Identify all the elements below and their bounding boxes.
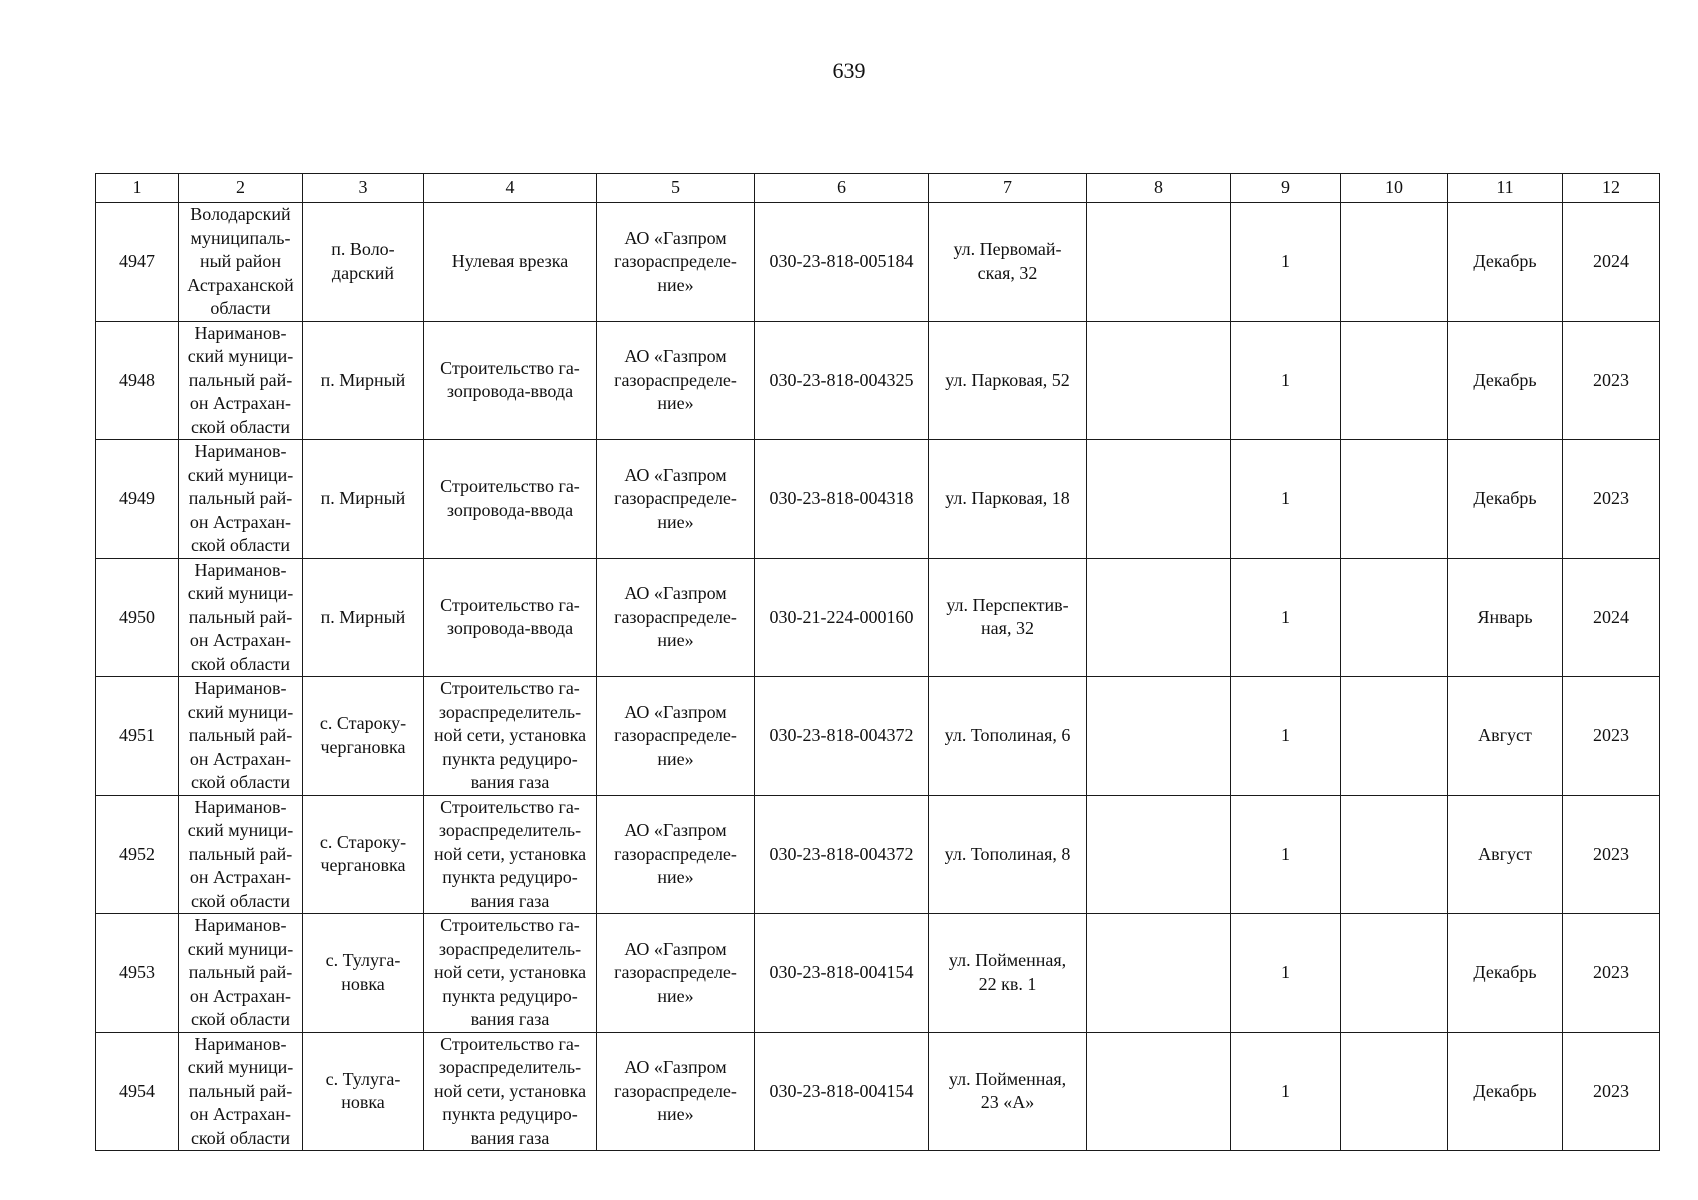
column-number-cell: 2 xyxy=(179,174,303,203)
organization-cell: АО «Газпром газораспределе- ние» xyxy=(597,914,755,1033)
year-cell: 2023 xyxy=(1563,440,1660,559)
object-code-cell: 030-23-818-004372 xyxy=(755,677,929,796)
work-type-cell: Строительство га- зораспределитель- ной сети, установка пункта редуциро- вания газа xyxy=(424,1032,597,1151)
organization-cell: АО «Газпром газораспределе- ние» xyxy=(597,440,755,559)
object-code-cell: 030-23-818-004154 xyxy=(755,914,929,1033)
column-number-cell: 12 xyxy=(1563,174,1660,203)
district-cell: Нариманов- ский муници- пальный рай- он Астрахан- ской области xyxy=(179,321,303,440)
column-10-cell xyxy=(1341,440,1448,559)
record-number-cell: 4947 xyxy=(96,203,179,322)
quantity-cell: 1 xyxy=(1231,795,1341,914)
column-10-cell xyxy=(1341,795,1448,914)
settlement-cell: с. Староку- чергановка xyxy=(303,677,424,796)
month-cell: Январь xyxy=(1448,558,1563,677)
work-type-cell: Строительство га- зораспределитель- ной сети, установка пункта редуциро- вания газа xyxy=(424,795,597,914)
table-row xyxy=(96,440,1660,559)
month-cell: Август xyxy=(1448,677,1563,796)
district-cell: Нариманов- ский муници- пальный рай- он Астрахан- ской области xyxy=(179,558,303,677)
quantity-cell: 1 xyxy=(1231,321,1341,440)
work-type-cell: Строительство га- зораспределитель- ной сети, установка пункта редуциро- вания газа xyxy=(424,677,597,796)
object-code-cell: 030-23-818-004154 xyxy=(755,1032,929,1151)
settlement-cell: с. Староку- чергановка xyxy=(303,795,424,914)
work-type-cell: Строительство га- зораспределитель- ной сети, установка пункта редуциро- вания газа xyxy=(424,914,597,1033)
month-cell: Декабрь xyxy=(1448,203,1563,322)
object-code-cell: 030-21-224-000160 xyxy=(755,558,929,677)
work-type-cell: Нулевая врезка xyxy=(424,203,597,322)
column-8-cell xyxy=(1087,677,1231,796)
address-cell: ул. Парковая, 18 xyxy=(929,440,1087,559)
record-number-cell: 4950 xyxy=(96,558,179,677)
settlement-cell: с. Тулуга- новка xyxy=(303,1032,424,1151)
address-cell: ул. Парковая, 52 xyxy=(929,321,1087,440)
column-8-cell xyxy=(1087,914,1231,1033)
column-10-cell xyxy=(1341,1032,1448,1151)
table-row xyxy=(96,321,1660,440)
column-10-cell xyxy=(1341,203,1448,322)
column-number-cell: 8 xyxy=(1087,174,1231,203)
organization-cell: АО «Газпром газораспределе- ние» xyxy=(597,321,755,440)
object-code-cell: 030-23-818-004325 xyxy=(755,321,929,440)
district-cell: Нариманов- ский муници- пальный рай- он Астрахан- ской области xyxy=(179,440,303,559)
district-cell: Нариманов- ский муници- пальный рай- он Астрахан- ской области xyxy=(179,677,303,796)
object-code-cell: 030-23-818-004318 xyxy=(755,440,929,559)
work-type-cell: Строительство га- зопровода-ввода xyxy=(424,558,597,677)
address-cell: ул. Пойменная, 23 «А» xyxy=(929,1032,1087,1151)
address-cell: ул. Пойменная, 22 кв. 1 xyxy=(929,914,1087,1033)
object-code-cell: 030-23-818-005184 xyxy=(755,203,929,322)
quantity-cell: 1 xyxy=(1231,1032,1341,1151)
month-cell: Декабрь xyxy=(1448,440,1563,559)
work-type-cell: Строительство га- зопровода-ввода xyxy=(424,440,597,559)
object-code-cell: 030-23-818-004372 xyxy=(755,795,929,914)
record-number-cell: 4953 xyxy=(96,914,179,1033)
table-row xyxy=(96,914,1660,1033)
column-8-cell xyxy=(1087,440,1231,559)
table-row xyxy=(96,677,1660,796)
quantity-cell: 1 xyxy=(1231,558,1341,677)
settlement-cell: с. Тулуга- новка xyxy=(303,914,424,1033)
settlement-cell: п. Воло- дарский xyxy=(303,203,424,322)
quantity-cell: 1 xyxy=(1231,914,1341,1033)
table-row xyxy=(96,795,1660,914)
year-cell: 2024 xyxy=(1563,558,1660,677)
column-8-cell xyxy=(1087,203,1231,322)
page-number: 639 xyxy=(832,58,866,83)
year-cell: 2023 xyxy=(1563,321,1660,440)
column-8-cell xyxy=(1087,321,1231,440)
column-8-cell xyxy=(1087,795,1231,914)
record-number-cell: 4951 xyxy=(96,677,179,796)
district-cell: Нариманов- ский муници- пальный рай- он Астрахан- ской области xyxy=(179,1032,303,1151)
quantity-cell: 1 xyxy=(1231,440,1341,559)
year-cell: 2024 xyxy=(1563,203,1660,322)
table-row xyxy=(96,203,1660,322)
address-cell: ул. Тополиная, 6 xyxy=(929,677,1087,796)
column-number-row xyxy=(96,174,1660,203)
year-cell: 2023 xyxy=(1563,795,1660,914)
column-number-cell: 3 xyxy=(303,174,424,203)
record-number-cell: 4952 xyxy=(96,795,179,914)
month-cell: Декабрь xyxy=(1448,1032,1563,1151)
month-cell: Август xyxy=(1448,795,1563,914)
settlement-cell: п. Мирный xyxy=(303,440,424,559)
column-number-cell: 4 xyxy=(424,174,597,203)
work-type-cell: Строительство га- зопровода-ввода xyxy=(424,321,597,440)
register-table xyxy=(95,173,1660,1151)
column-number-cell: 7 xyxy=(929,174,1087,203)
organization-cell: АО «Газпром газораспределе- ние» xyxy=(597,795,755,914)
table-body xyxy=(96,174,1660,1151)
organization-cell: АО «Газпром газораспределе- ние» xyxy=(597,558,755,677)
quantity-cell: 1 xyxy=(1231,203,1341,322)
year-cell: 2023 xyxy=(1563,1032,1660,1151)
quantity-cell: 1 xyxy=(1231,677,1341,796)
table-row xyxy=(96,1032,1660,1151)
column-number-cell: 11 xyxy=(1448,174,1563,203)
district-cell: Нариманов- ский муници- пальный рай- он Астрахан- ской области xyxy=(179,914,303,1033)
address-cell: ул. Перспектив- ная, 32 xyxy=(929,558,1087,677)
column-number-cell: 5 xyxy=(597,174,755,203)
month-cell: Декабрь xyxy=(1448,321,1563,440)
organization-cell: АО «Газпром газораспределе- ние» xyxy=(597,1032,755,1151)
month-cell: Декабрь xyxy=(1448,914,1563,1033)
column-10-cell xyxy=(1341,914,1448,1033)
record-number-cell: 4949 xyxy=(96,440,179,559)
column-10-cell xyxy=(1341,321,1448,440)
settlement-cell: п. Мирный xyxy=(303,558,424,677)
column-number-cell: 9 xyxy=(1231,174,1341,203)
record-number-cell: 4948 xyxy=(96,321,179,440)
column-8-cell xyxy=(1087,1032,1231,1151)
table-row xyxy=(96,558,1660,677)
column-number-cell: 1 xyxy=(96,174,179,203)
year-cell: 2023 xyxy=(1563,677,1660,796)
district-cell: Нариманов- ский муници- пальный рай- он Астрахан- ской области xyxy=(179,795,303,914)
record-number-cell: 4954 xyxy=(96,1032,179,1151)
year-cell: 2023 xyxy=(1563,914,1660,1033)
district-cell: Володарский муниципаль- ный район Астраханской области xyxy=(179,203,303,322)
settlement-cell: п. Мирный xyxy=(303,321,424,440)
address-cell: ул. Первомай- ская, 32 xyxy=(929,203,1087,322)
column-8-cell xyxy=(1087,558,1231,677)
column-number-cell: 10 xyxy=(1341,174,1448,203)
organization-cell: АО «Газпром газораспределе- ние» xyxy=(597,203,755,322)
column-10-cell xyxy=(1341,677,1448,796)
column-10-cell xyxy=(1341,558,1448,677)
address-cell: ул. Тополиная, 8 xyxy=(929,795,1087,914)
column-number-cell: 6 xyxy=(755,174,929,203)
organization-cell: АО «Газпром газораспределе- ние» xyxy=(597,677,755,796)
